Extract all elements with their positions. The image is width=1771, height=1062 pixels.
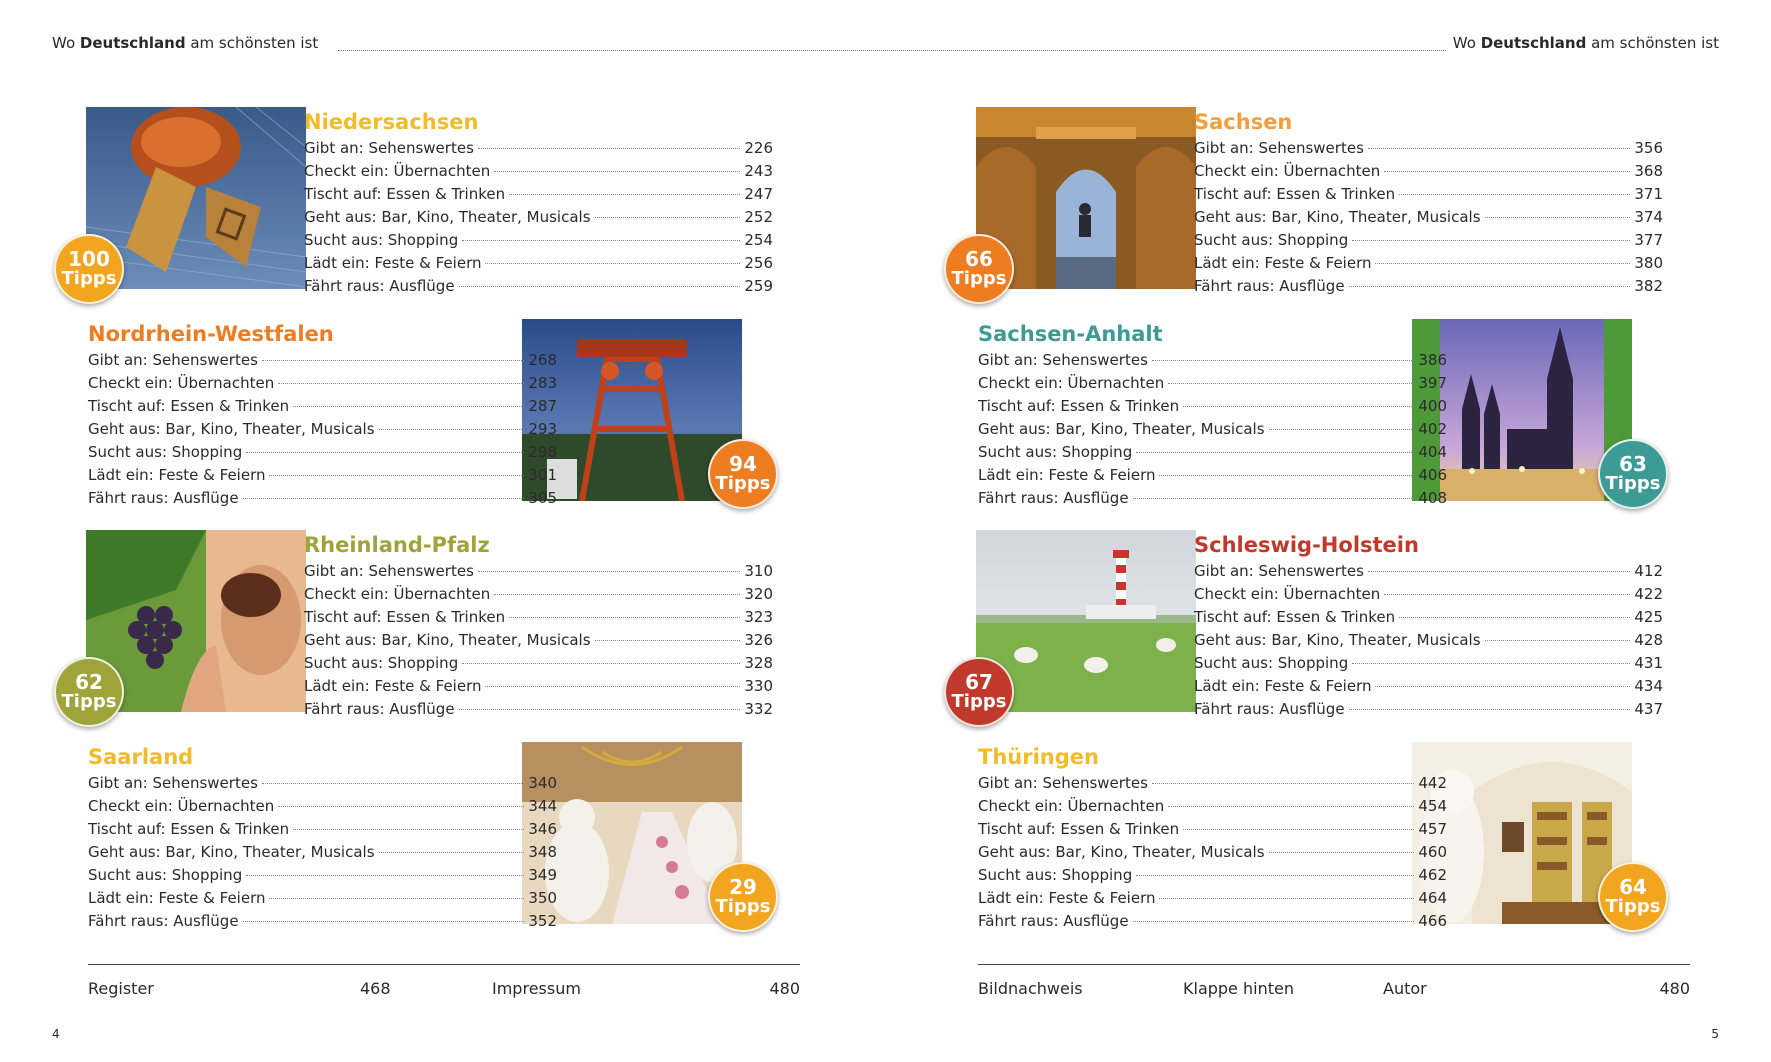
toc-entry[interactable]	[88, 349, 557, 372]
toc-section-rheinland-pfalz	[54, 530, 774, 718]
entry-label: Fährt raus: Ausflüge	[978, 912, 1129, 930]
section-entries	[1194, 530, 1663, 721]
toc-entry[interactable]	[1194, 652, 1663, 675]
entry-page-number: 326	[744, 631, 773, 649]
toc-entry[interactable]	[978, 841, 1447, 864]
header-dotted-rule	[338, 50, 1446, 51]
section-entries	[978, 319, 1447, 510]
toc-entry[interactable]	[978, 372, 1447, 395]
entry-label: Tischt auf: Essen & Trinken	[978, 820, 1180, 838]
footer-right	[978, 964, 1690, 1000]
dotted-leader	[1133, 498, 1415, 499]
entry-label: Lädt ein: Feste & Feiern	[978, 889, 1156, 907]
entry-page-number: 243	[744, 162, 773, 180]
entry-page-number: 374	[1634, 208, 1663, 226]
entry-label: Geht aus: Bar, Kino, Theater, Musicals	[978, 843, 1265, 861]
entry-label: Checkt ein: Übernachten	[978, 797, 1165, 815]
entry-label: Lädt ein: Feste & Feiern	[1194, 254, 1372, 272]
entry-page-number: 408	[1418, 489, 1447, 507]
toc-entry[interactable]	[88, 487, 557, 510]
dotted-leader	[1384, 594, 1630, 595]
toc-entry[interactable]	[978, 887, 1447, 910]
entry-label: Fährt raus: Ausflüge	[304, 700, 455, 718]
entry-page-number: 382	[1634, 277, 1663, 295]
dotted-leader	[1152, 783, 1414, 784]
dotted-leader	[262, 360, 524, 361]
section-entries	[88, 742, 557, 933]
section-entries	[304, 530, 773, 721]
toc-entry[interactable]	[1194, 606, 1663, 629]
bildnachweis-link[interactable]: Bildnachweis	[978, 979, 1083, 998]
running-header-left: Wo Deutschland am schönsten ist	[52, 34, 319, 52]
dotted-leader	[1183, 829, 1414, 830]
entry-label: Sucht aus: Shopping	[304, 231, 459, 249]
page-number-left: 4	[52, 1027, 60, 1041]
register-link[interactable]: Register	[88, 979, 154, 998]
entry-label: Fährt raus: Ausflüge	[978, 489, 1129, 507]
entry-page-number: 310	[744, 562, 773, 580]
entry-list	[978, 772, 1447, 933]
entry-page-number: 256	[744, 254, 773, 272]
entry-label: Geht aus: Bar, Kino, Theater, Musicals	[304, 631, 591, 649]
toc-entry[interactable]	[88, 441, 557, 464]
toc-entry[interactable]	[88, 864, 557, 887]
dotted-leader	[1183, 406, 1414, 407]
entry-page-number: 377	[1634, 231, 1663, 249]
section-title[interactable]: Schleswig-Holstein	[1194, 533, 1419, 557]
section-title[interactable]: Thüringen	[978, 745, 1099, 769]
autor-page: 480	[1659, 979, 1690, 998]
dotted-leader	[1152, 360, 1414, 361]
entry-page-number: 293	[528, 420, 557, 438]
dotted-leader	[1133, 921, 1415, 922]
toc-entry[interactable]	[978, 795, 1447, 818]
toc-entry[interactable]	[304, 252, 773, 275]
dotted-leader	[278, 383, 524, 384]
entry-label: Checkt ein: Übernachten	[88, 797, 275, 815]
entry-page-number: 298	[528, 443, 557, 461]
toc-entry[interactable]	[978, 395, 1447, 418]
register-page: 468	[360, 979, 391, 998]
dotted-leader	[1168, 383, 1414, 384]
dotted-leader	[293, 829, 524, 830]
entry-page-number: 400	[1418, 397, 1447, 415]
dotted-leader	[262, 783, 524, 784]
dotted-leader	[1269, 429, 1415, 430]
toc-entry[interactable]	[978, 487, 1447, 510]
tips-badge: 29 Tipps	[708, 862, 778, 932]
entry-label: Tischt auf: Essen & Trinken	[304, 608, 506, 626]
entry-label: Checkt ein: Übernachten	[1194, 162, 1381, 180]
entry-label: Gibt an: Sehenswertes	[88, 351, 258, 369]
toc-entry[interactable]	[304, 698, 773, 721]
toc-entry[interactable]	[304, 629, 773, 652]
entry-page-number: 346	[528, 820, 557, 838]
toc-entry[interactable]	[88, 418, 557, 441]
section-title[interactable]: Sachsen-Anhalt	[978, 322, 1163, 346]
entry-page-number: 406	[1418, 466, 1447, 484]
dotted-leader	[509, 617, 740, 618]
entry-label: Checkt ein: Übernachten	[304, 585, 491, 603]
entry-label: Lädt ein: Feste & Feiern	[88, 889, 266, 907]
toc-entry[interactable]	[1194, 252, 1663, 275]
entry-label: Lädt ein: Feste & Feiern	[1194, 677, 1372, 695]
dotted-leader	[509, 194, 740, 195]
toc-entry[interactable]	[304, 560, 773, 583]
entry-page-number: 386	[1418, 351, 1447, 369]
entry-page-number: 457	[1418, 820, 1447, 838]
entry-label: Fährt raus: Ausflüge	[1194, 277, 1345, 295]
entry-label: Checkt ein: Übernachten	[304, 162, 491, 180]
entry-list	[1194, 560, 1663, 721]
entry-label: Sucht aus: Shopping	[88, 443, 243, 461]
entry-label: Checkt ein: Übernachten	[88, 374, 275, 392]
page-number-right: 5	[1711, 1027, 1719, 1041]
entry-page-number: 356	[1634, 139, 1663, 157]
toc-entry[interactable]	[88, 464, 557, 487]
toc-entry[interactable]	[88, 887, 557, 910]
toc-entry[interactable]	[1194, 560, 1663, 583]
entry-label: Tischt auf: Essen & Trinken	[304, 185, 506, 203]
dotted-leader	[1384, 171, 1630, 172]
entry-label: Gibt an: Sehenswertes	[1194, 139, 1364, 157]
toc-entry[interactable]	[304, 229, 773, 252]
entry-page-number: 254	[744, 231, 773, 249]
entry-label: Checkt ein: Übernachten	[978, 374, 1165, 392]
entry-page-number: 402	[1418, 420, 1447, 438]
entry-label: Gibt an: Sehenswertes	[978, 774, 1148, 792]
tips-badge: 67 Tipps	[944, 657, 1014, 727]
toc-entry[interactable]	[88, 395, 557, 418]
entry-label: Sucht aus: Shopping	[978, 443, 1133, 461]
dotted-leader	[459, 286, 741, 287]
toc-entry[interactable]	[978, 464, 1447, 487]
dotted-leader	[1269, 852, 1415, 853]
dotted-leader	[462, 663, 740, 664]
dotted-leader	[595, 217, 741, 218]
entry-label: Lädt ein: Feste & Feiern	[304, 254, 482, 272]
impressum-page: 480	[769, 979, 800, 998]
toc-entry[interactable]	[88, 818, 557, 841]
entry-label: Fährt raus: Ausflüge	[88, 912, 239, 930]
entry-page-number: 328	[744, 654, 773, 672]
toc-entry[interactable]	[978, 418, 1447, 441]
dotted-leader	[379, 852, 525, 853]
toc-section-saarland	[56, 742, 776, 930]
running-header-right: Wo Deutschland am schönsten ist	[1452, 34, 1719, 52]
toc-entry[interactable]	[1194, 206, 1663, 229]
toc-section-thueringen	[946, 742, 1666, 930]
entry-page-number: 340	[528, 774, 557, 792]
tips-badge: 64 Tipps	[1598, 862, 1668, 932]
entry-page-number: 454	[1418, 797, 1447, 815]
entry-page-number: 428	[1634, 631, 1663, 649]
toc-entry[interactable]	[304, 583, 773, 606]
dotted-leader	[269, 475, 524, 476]
toc-entry[interactable]	[978, 441, 1447, 464]
dotted-leader	[1368, 148, 1630, 149]
entry-page-number: 320	[744, 585, 773, 603]
dotted-leader	[1352, 240, 1630, 241]
dotted-leader	[1375, 686, 1630, 687]
entry-page-number: 226	[744, 139, 773, 157]
entry-label: Gibt an: Sehenswertes	[1194, 562, 1364, 580]
section-title[interactable]: Saarland	[88, 745, 194, 769]
toc-entry[interactable]	[1194, 698, 1663, 721]
section-entries	[978, 742, 1447, 933]
toc-entry[interactable]	[978, 864, 1447, 887]
entry-list	[88, 349, 557, 510]
dotted-leader	[269, 898, 524, 899]
toc-entry[interactable]	[1194, 583, 1663, 606]
entry-label: Tischt auf: Essen & Trinken	[88, 397, 290, 415]
dotted-leader	[246, 875, 524, 876]
entry-page-number: 247	[744, 185, 773, 203]
dotted-leader	[485, 263, 740, 264]
entry-label: Sucht aus: Shopping	[304, 654, 459, 672]
dotted-leader	[1159, 475, 1414, 476]
section-title[interactable]: Sachsen	[1194, 110, 1293, 134]
tips-badge: 62 Tipps	[54, 657, 124, 727]
dotted-leader	[494, 171, 740, 172]
dotted-leader	[595, 640, 741, 641]
toc-entry[interactable]	[304, 183, 773, 206]
entry-label: Fährt raus: Ausflüge	[88, 489, 239, 507]
entry-label: Geht aus: Bar, Kino, Theater, Musicals	[304, 208, 591, 226]
entry-label: Tischt auf: Essen & Trinken	[1194, 185, 1396, 203]
entry-page-number: 434	[1634, 677, 1663, 695]
section-entries	[1194, 107, 1663, 298]
entry-label: Geht aus: Bar, Kino, Theater, Musicals	[1194, 631, 1481, 649]
entry-label: Gibt an: Sehenswertes	[88, 774, 258, 792]
dotted-leader	[1485, 640, 1631, 641]
entry-label: Fährt raus: Ausflüge	[304, 277, 455, 295]
entry-list	[1194, 137, 1663, 298]
dotted-leader	[1159, 898, 1414, 899]
toc-entry[interactable]	[978, 772, 1447, 795]
section-entries	[88, 319, 557, 510]
toc-entry[interactable]	[88, 772, 557, 795]
toc-entry[interactable]	[1194, 229, 1663, 252]
entry-page-number: 437	[1634, 700, 1663, 718]
toc-entry[interactable]	[1194, 160, 1663, 183]
entry-page-number: 466	[1418, 912, 1447, 930]
dotted-leader	[478, 571, 740, 572]
toc-entry[interactable]	[1194, 137, 1663, 160]
dotted-leader	[243, 498, 525, 499]
toc-entry[interactable]	[1194, 629, 1663, 652]
section-title[interactable]: Nordrhein-Westfalen	[88, 322, 334, 346]
entry-page-number: 349	[528, 866, 557, 884]
dotted-leader	[243, 921, 525, 922]
tips-badge: 94 Tipps	[708, 439, 778, 509]
dotted-leader	[1168, 806, 1414, 807]
entry-page-number: 425	[1634, 608, 1663, 626]
dotted-leader	[1368, 571, 1630, 572]
entry-page-number: 301	[528, 466, 557, 484]
dotted-leader	[1349, 709, 1631, 710]
tips-badge: 100 Tipps	[54, 234, 124, 304]
entry-page-number: 287	[528, 397, 557, 415]
entry-label: Tischt auf: Essen & Trinken	[1194, 608, 1396, 626]
entry-page-number: 330	[744, 677, 773, 695]
entry-label: Geht aus: Bar, Kino, Theater, Musicals	[978, 420, 1265, 438]
tips-badge: 63 Tipps	[1598, 439, 1668, 509]
entry-list	[304, 137, 773, 298]
section-title[interactable]: Rheinland-Pfalz	[304, 533, 490, 557]
entry-label: Gibt an: Sehenswertes	[304, 562, 474, 580]
entry-page-number: 305	[528, 489, 557, 507]
entry-label: Gibt an: Sehenswertes	[978, 351, 1148, 369]
entry-page-number: 259	[744, 277, 773, 295]
entry-page-number: 332	[744, 700, 773, 718]
entry-label: Geht aus: Bar, Kino, Theater, Musicals	[1194, 208, 1481, 226]
entry-label: Lädt ein: Feste & Feiern	[304, 677, 482, 695]
impressum-link[interactable]: Impressum	[492, 979, 581, 998]
entry-page-number: 460	[1418, 843, 1447, 861]
dotted-leader	[1136, 452, 1414, 453]
toc-entry[interactable]	[304, 652, 773, 675]
entry-label: Sucht aus: Shopping	[88, 866, 243, 884]
entry-label: Checkt ein: Übernachten	[1194, 585, 1381, 603]
section-entries	[304, 107, 773, 298]
dotted-leader	[459, 709, 741, 710]
toc-section-sachsen-anhalt	[946, 319, 1666, 507]
dotted-leader	[278, 806, 524, 807]
entry-page-number: 323	[744, 608, 773, 626]
entry-label: Sucht aus: Shopping	[1194, 654, 1349, 672]
footer-left	[88, 964, 800, 1000]
toc-entry[interactable]	[1194, 275, 1663, 298]
dotted-leader	[293, 406, 524, 407]
entry-label: Lädt ein: Feste & Feiern	[978, 466, 1156, 484]
entry-page-number: 252	[744, 208, 773, 226]
entry-label: Sucht aus: Shopping	[1194, 231, 1349, 249]
entry-label: Geht aus: Bar, Kino, Theater, Musicals	[88, 420, 375, 438]
toc-entry[interactable]	[978, 349, 1447, 372]
dotted-leader	[379, 429, 525, 430]
toc-entry[interactable]	[1194, 675, 1663, 698]
dotted-leader	[1136, 875, 1414, 876]
toc-entry[interactable]	[304, 275, 773, 298]
entry-label: Tischt auf: Essen & Trinken	[88, 820, 290, 838]
entry-page-number: 431	[1634, 654, 1663, 672]
section-title[interactable]: Niedersachsen	[304, 110, 479, 134]
toc-section-niedersachsen	[54, 107, 774, 295]
klappe-hinten-link[interactable]: Klappe hinten	[1183, 979, 1294, 998]
toc-section-nordrhein-westfalen	[56, 319, 776, 507]
entry-page-number: 371	[1634, 185, 1663, 203]
entry-page-number: 350	[528, 889, 557, 907]
dotted-leader	[1399, 617, 1630, 618]
entry-page-number: 348	[528, 843, 557, 861]
dotted-leader	[246, 452, 524, 453]
entry-page-number: 352	[528, 912, 557, 930]
entry-page-number: 283	[528, 374, 557, 392]
dotted-leader	[478, 148, 740, 149]
dotted-leader	[1352, 663, 1630, 664]
toc-entry[interactable]	[304, 206, 773, 229]
toc-entry[interactable]	[978, 910, 1447, 933]
entry-list	[304, 560, 773, 721]
entry-page-number: 368	[1634, 162, 1663, 180]
toc-section-schleswig-holstein	[944, 530, 1664, 718]
toc-entry[interactable]	[88, 795, 557, 818]
entry-page-number: 442	[1418, 774, 1447, 792]
toc-entry[interactable]	[978, 818, 1447, 841]
dotted-leader	[494, 594, 740, 595]
entry-label: Gibt an: Sehenswertes	[304, 139, 474, 157]
entry-page-number: 462	[1418, 866, 1447, 884]
entry-page-number: 412	[1634, 562, 1663, 580]
entry-page-number: 464	[1418, 889, 1447, 907]
toc-entry[interactable]	[1194, 183, 1663, 206]
dotted-leader	[1485, 217, 1631, 218]
autor-link[interactable]: Autor	[1383, 979, 1427, 998]
entry-page-number: 344	[528, 797, 557, 815]
dotted-leader	[1349, 286, 1631, 287]
dotted-leader	[1399, 194, 1630, 195]
toc-entry[interactable]	[304, 137, 773, 160]
entry-page-number: 422	[1634, 585, 1663, 603]
toc-entry[interactable]	[88, 910, 557, 933]
entry-page-number: 268	[528, 351, 557, 369]
entry-page-number: 380	[1634, 254, 1663, 272]
toc-entry[interactable]	[304, 675, 773, 698]
entry-page-number: 397	[1418, 374, 1447, 392]
toc-entry[interactable]	[304, 160, 773, 183]
dotted-leader	[485, 686, 740, 687]
entry-label: Fährt raus: Ausflüge	[1194, 700, 1345, 718]
toc-entry[interactable]	[88, 841, 557, 864]
entry-list	[978, 349, 1447, 510]
dotted-leader	[1375, 263, 1630, 264]
entry-label: Geht aus: Bar, Kino, Theater, Musicals	[88, 843, 375, 861]
tips-badge: 66 Tipps	[944, 234, 1014, 304]
entry-label: Lädt ein: Feste & Feiern	[88, 466, 266, 484]
dotted-leader	[462, 240, 740, 241]
toc-entry[interactable]	[88, 372, 557, 395]
entry-list	[88, 772, 557, 933]
toc-entry[interactable]	[304, 606, 773, 629]
entry-label: Sucht aus: Shopping	[978, 866, 1133, 884]
entry-label: Tischt auf: Essen & Trinken	[978, 397, 1180, 415]
toc-section-sachsen	[944, 107, 1664, 295]
entry-page-number: 404	[1418, 443, 1447, 461]
